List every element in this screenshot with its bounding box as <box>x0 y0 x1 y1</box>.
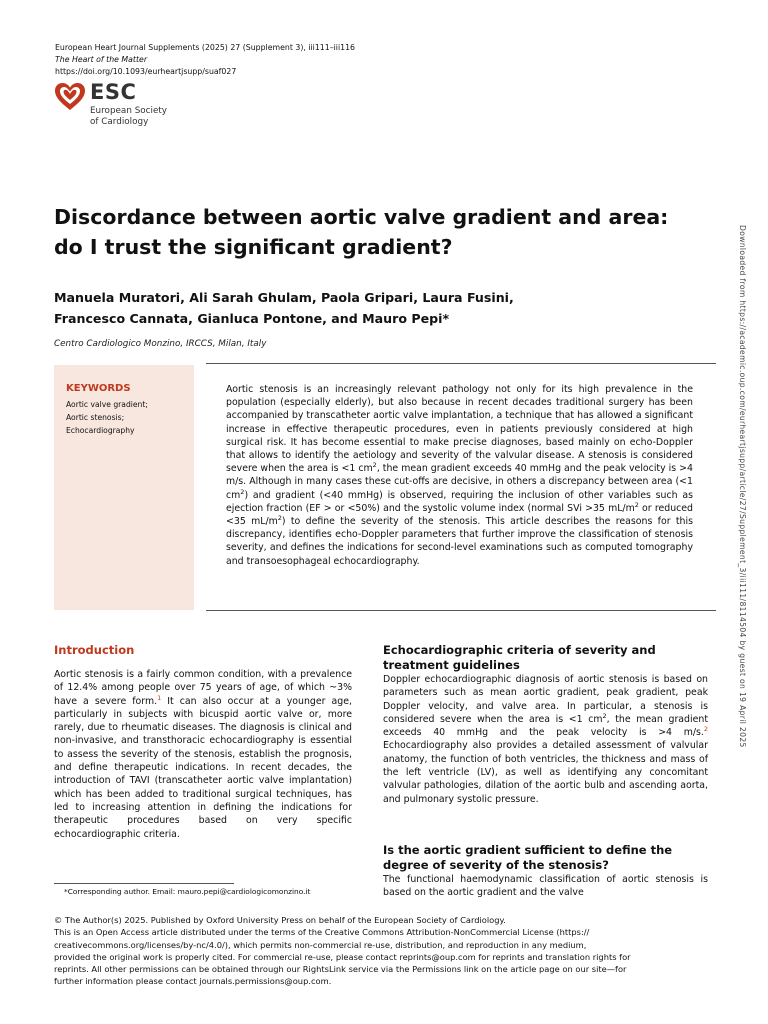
introduction-text <box>54 668 352 841</box>
affiliation: Centro Cardiologico Monzino, IRCCS, Milan, Italy <box>54 339 267 349</box>
abstract-part: or reduced <35 mL/m <box>226 502 694 528</box>
keyword-item: Echocardiography <box>66 426 135 435</box>
keywords-heading: KEYWORDS <box>66 383 131 394</box>
reference-link[interactable]: 2 <box>703 725 708 734</box>
intro-part: It can also occur at a younger age, particularly in subjects with bicuspid aortic valve or, more rarely, due to rheumatic diseases. The diagnosis is clinical and non-invasive, and transthoracic echocardiography is essential to assess the severity of the stenosis, establish the prognosis, and define therapeutic indications. In recent decades, the introduction of TAVI (transcatheter aortic valve implantation) which has been added to traditional surgical techniques, has led to increasing attention in defining the indications for therapeutic procedures based on very specific echocardiographic criteria. <box>54 695 352 840</box>
abstract-part: ) and gradient (<40 mmHg) is observed, requiring the inclusion of other variables such as ejection fraction (EF > or <50%) and the systolic volume index (normal SVi >35 mL/m <box>226 489 693 514</box>
footnote-rule <box>54 883 234 884</box>
section2-part: , the mean gradient exceeds 40 mmHg and the peak velocity is >4 m/s. <box>383 713 708 739</box>
keywords-list <box>66 398 148 437</box>
authors-line2: Francesco Cannata, Gianluca Pontone, and Mauro Pepi* <box>54 311 450 326</box>
esc-abbreviation: ESC <box>90 80 137 104</box>
superscript: 2 <box>372 461 377 470</box>
journal-header <box>55 42 355 78</box>
download-note: Downloaded from https://academic.oup.com/eurheartjsupp/article/27/Supplement_3/iii111/8114504 by guest on 19 April 2025 <box>738 225 747 748</box>
section2-part: Echocardiography also provides a detailed assessment of valvular anatomy, the function of both ventricles, the thickness and mass of the left ventricle (LV), as well as identifying any concomitant valvular pathologies, dilation of the aortic bulb and ascending aorta, and pulmonary systolic pressure. <box>383 740 708 805</box>
abstract-top-rule <box>206 363 716 364</box>
esc-name-line2: of Cardiology <box>90 117 149 127</box>
title-line1: Discordance between aortic valve gradient and area: <box>54 205 669 229</box>
heart-logo-icon <box>54 82 86 112</box>
superscript: 2 <box>602 711 607 720</box>
article-category: The Heart of the Matter <box>55 55 148 64</box>
superscript: 2 <box>634 500 639 509</box>
esc-name-line1: European Society <box>90 106 168 116</box>
abstract-part: ) to define the severity of the stenosis. This article describes the reasons for this discrepancy, identifies echo-Doppler parameters that further improve the classification of stenosis severity, and defines the indications for second-level examinations such as computed tomography and transoesophageal echocardiography. <box>226 516 693 567</box>
intro-part: Aortic stenosis is a fairly common condition, with a prevalence of 12.4% among people over 75 years of age, of which ~3% have a severe form. <box>54 669 352 707</box>
author-list <box>54 287 654 329</box>
section2-part: Doppler echocardiographic diagnosis of aortic stenosis is based on parameters such as mean aortic gradient, peak gradient, peak Doppler velocity, and valve area. In particular, a stenosis is considered severe when the area is <1 cm <box>383 674 708 725</box>
esc-full-name <box>90 106 167 128</box>
abstract-bottom-rule <box>206 610 716 611</box>
keyword-item: Aortic stenosis; <box>66 413 125 422</box>
abstract-part: Aortic stenosis is an increasingly relevant pathology not only for its high prevalence in the population (especially elderly), but also because in recent decades traditional surgery has been accompanied by transcatheter aortic valve implantation, a technique that has allowed a significant increase in effective therapeutic procedures, even in patients previously considered at high surgical risk. It has become essential to make precise diagnoses, based mainly on echo-Doppler that allows to identify the aetiology and severity of the valvular disease. A stenosis is considered severe when the area is <1 cm <box>226 384 693 475</box>
authors-line1: Manuela Muratori, Ali Sarah Ghulam, Paola Gripari, Laura Fusini, <box>54 290 514 305</box>
abstract-part: , the mean gradient exceeds 40 mmHg and the peak velocity is >4 m/s. Although in many cases these cut-offs are decisive, in others a discrepancy between area (<1 cm <box>226 463 693 501</box>
section-criteria-text <box>383 673 708 806</box>
corresponding-author-footnote: *Corresponding author. Email: mauro.pepi@cardiologicomonzino.it <box>64 887 311 896</box>
section-heading-gradient: Is the aortic gradient sufficient to define the degree of severity of the stenosis? <box>383 843 673 872</box>
article-title <box>54 202 694 262</box>
reference-link[interactable]: 1 <box>157 693 162 702</box>
copyright-line: © The Author(s) 2025. Published by Oxford University Press on behalf of the European Society of Cardiology. <box>54 915 506 925</box>
esc-logo <box>54 80 214 136</box>
superscript: 2 <box>240 487 245 496</box>
doi-link[interactable]: https://doi.org/10.1093/eurheartjsupp/suaf027 <box>55 67 237 76</box>
title-line2: do I trust the significant gradient? <box>54 235 453 259</box>
keywords-box <box>54 365 194 610</box>
copyright-notice <box>54 914 674 988</box>
abstract-text <box>226 383 693 568</box>
section-heading-criteria: Echocardiographic criteria of severity and treatment guidelines <box>383 643 656 672</box>
download-watermark <box>733 225 747 945</box>
keyword-item: Aortic valve gradient; <box>66 400 148 409</box>
copyright-line: This is an Open Access article distributed under the terms of the Creative Commons Attribution-NonCommercial License (https:// <box>54 927 590 938</box>
journal-citation: European Heart Journal Supplements (2025) 27 (Supplement 3), iii111–iii116 <box>55 43 356 52</box>
superscript: 2 <box>277 513 282 522</box>
copyright-line: further information please contact journals.permissions@oup.com. <box>54 976 332 987</box>
copyright-line: creativecommons.org/licenses/by-nc/4.0/), which permits non-commercial re-use, distribution, and reproduction in any medium, <box>54 939 587 950</box>
copyright-line: provided the original work is properly cited. For commercial re-use, please contact reprints@oup.com for reprints and translation rights for <box>54 951 631 962</box>
copyright-line: reprints. All other permissions can be obtained through our RightsLink service via the Permissions link on the article page on our site—for <box>54 964 627 975</box>
section-gradient-text: The functional haemodynamic classification of aortic stenosis is based on the aortic gradient and the valve <box>383 874 708 899</box>
introduction-heading: Introduction <box>54 643 135 657</box>
